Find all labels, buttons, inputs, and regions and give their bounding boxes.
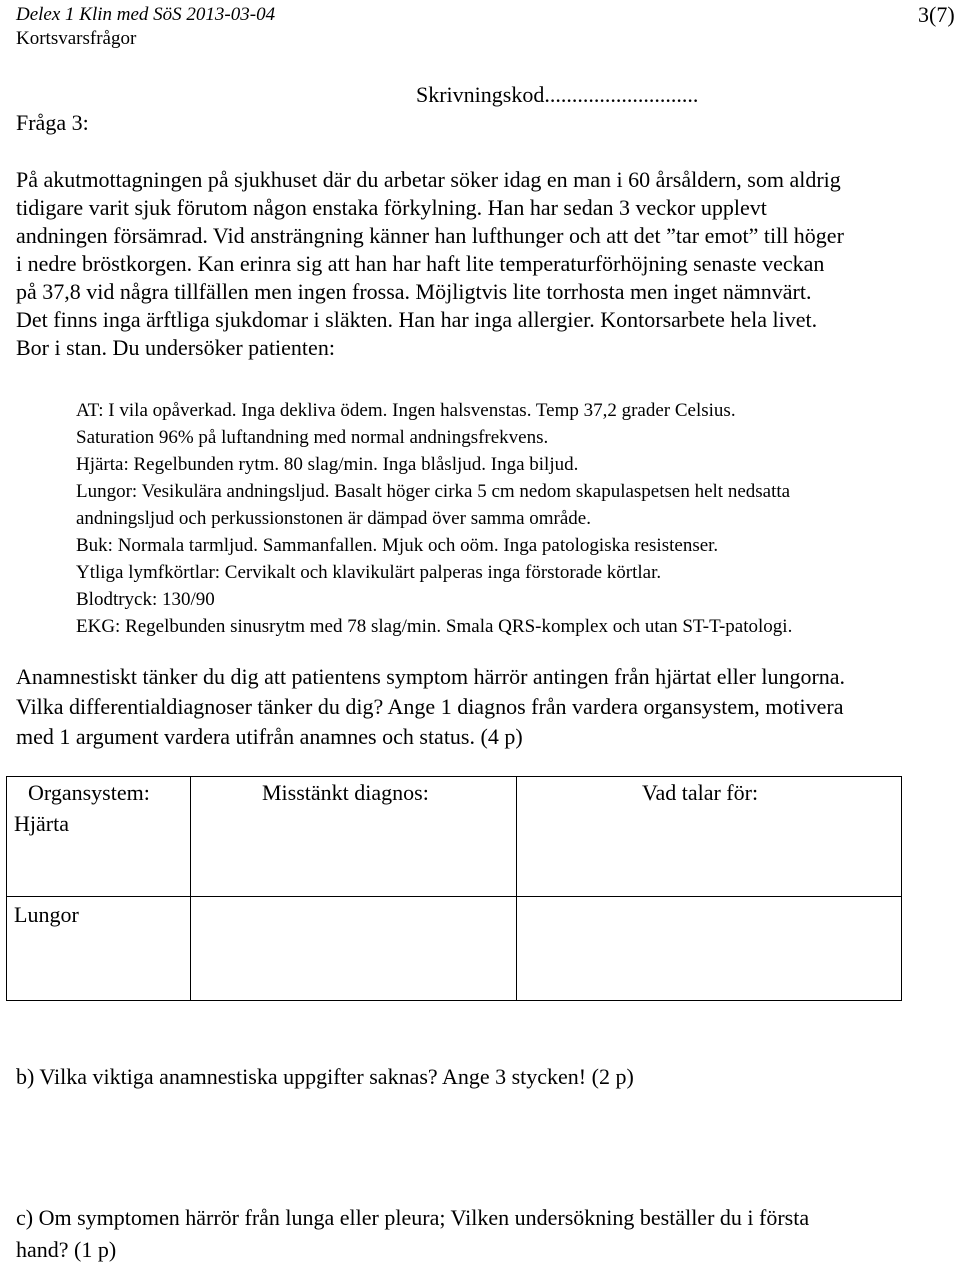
status-findings (76, 397, 792, 640)
case-line: på 37,8 vid några tillfällen men ingen frossa. Möjligtvis lite torrhosta men inget nämnvärt. (16, 279, 812, 304)
table-header-diagnos: Misstänkt diagnos: (262, 780, 429, 805)
table-column-divider (516, 776, 517, 1001)
task-a-line: med 1 argument vardera utifrån anamnes och status. (4 p) (16, 724, 523, 749)
task-a-line: Vilka differentialdiagnoser tänker du dig? Ange 1 diagnos från vardera organsystem, motivera (16, 694, 844, 719)
table-row-label-lungor: Lungor (14, 902, 79, 927)
status-line: Blodtryck: 130/90 (76, 589, 215, 610)
document-subtitle: Kortsvarsfrågor (16, 28, 137, 49)
case-line: Bor i stan. Du undersöker patienten: (16, 335, 335, 360)
case-line: i nedre bröstkorgen. Kan erinra sig att han har haft lite temperaturförhöjning senaste veckan (16, 251, 825, 276)
status-line: Ytliga lymfkörtlar: Cervikalt och klavikulärt palperas inga förstorade körtlar. (76, 562, 662, 583)
status-line: andningsljud och perkussionstonen är dämpad över samma område. (76, 508, 591, 529)
table-row-label-hjarta: Hjärta (14, 811, 69, 836)
task-c-line: hand? (1 p) (16, 1237, 117, 1262)
case-description (16, 166, 844, 362)
task-b-answer-area[interactable] (16, 1100, 916, 1190)
answer-cell-lungor-argument[interactable] (518, 898, 900, 998)
case-line: På akutmottagningen på sjukhuset där du arbetar söker idag en man i 60 årsåldern, som aldrig (16, 167, 841, 192)
case-line: tidigare varit sjuk förutom någon enstaka förkylning. Han har sedan 3 veckor upplevt (16, 195, 767, 220)
status-line: Buk: Normala tarmljud. Sammanfallen. Mjuk och oöm. Inga patologiska resistenser. (76, 535, 719, 556)
document-title: Delex 1 Klin med SöS 2013-03-04 (16, 4, 276, 25)
table-border-right (901, 776, 902, 1001)
case-line: Det finns inga ärftliga sjukdomar i släkten. Han har inga allergier. Kontorsarbete hela livet. (16, 307, 818, 332)
table-column-divider (190, 776, 191, 1001)
task-a (16, 662, 845, 752)
table-border-top (6, 776, 902, 777)
table-header-organsystem: Organsystem: (28, 780, 150, 805)
table-row-divider (6, 896, 902, 897)
task-c-line: c) Om symptomen härrör från lunga eller pleura; Vilken undersökning beställer du i första (16, 1205, 810, 1230)
case-line: andningen försämrad. Vid ansträngning känner han lufthunger och att det ”tar emot” till höger (16, 223, 844, 248)
exam-code-label: Skrivningskod............................ (416, 82, 699, 107)
table-header-vad-talar: Vad talar för: (642, 780, 759, 805)
table-border-left (6, 776, 7, 1001)
task-c (16, 1202, 809, 1266)
status-line: AT: I vila opåverkad. Inga dekliva ödem. Ingen halsvenstas. Temp 37,2 grader Celsius. (76, 400, 736, 421)
answer-cell-lungor-diagnos[interactable] (192, 898, 514, 998)
question-label: Fråga 3: (16, 110, 89, 135)
task-a-line: Anamnestiskt tänker du dig att patientens symptom härrör antingen från hjärtat eller lungorna. (16, 664, 846, 689)
task-b: b) Vilka viktiga anamnestiska uppgifter saknas? Ange 3 stycken! (2 p) (16, 1064, 634, 1089)
table-border-bottom (6, 1000, 902, 1001)
status-line: Hjärta: Regelbunden rytm. 80 slag/min. Inga blåsljud. Inga biljud. (76, 454, 579, 475)
answer-cell-hjarta-argument[interactable] (518, 808, 900, 894)
page-number: 3(7) (918, 2, 955, 27)
status-line: EKG: Regelbunden sinusrytm med 78 slag/min. Smala QRS-komplex och utan ST-T-patologi. (76, 616, 793, 637)
status-line: Saturation 96% på luftandning med normal andningsfrekvens. (76, 427, 549, 448)
status-line: Lungor: Vesikulära andningsljud. Basalt höger cirka 5 cm nedom skapulaspetsen helt nedsatta (76, 481, 791, 502)
answer-cell-hjarta-diagnos[interactable] (192, 808, 514, 894)
